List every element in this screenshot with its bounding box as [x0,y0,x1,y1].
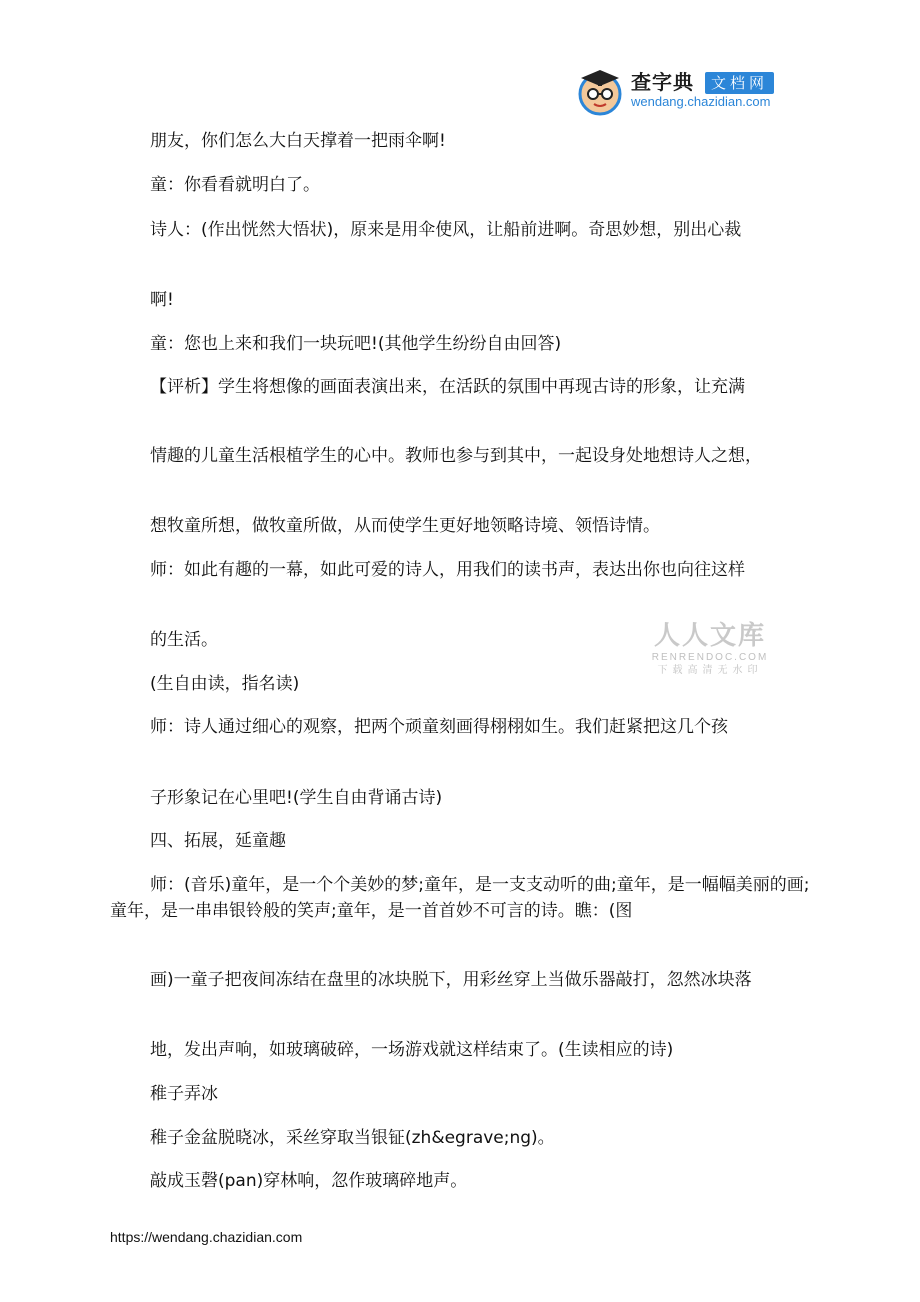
paragraph: 地，发出声响，如玻璃破碎，一场游戏就这样结束了。(生读相应的诗) [150,1040,674,1060]
site-logo[interactable] [575,66,807,114]
logo-url: wendang.chazidian.com [631,94,771,109]
poem-line: 稚子金盆脱晓冰，采丝穿取当银钲(zh&egrave;ng)。 [150,1128,555,1148]
paragraph: 童：您也上来和我们一块玩吧!(其他学生纷纷自由回答) [150,334,562,354]
section-heading: 四、拓展，延童趣 [150,831,286,851]
poem-title: 稚子弄冰 [150,1084,218,1104]
logo-tag: 文档网 [705,72,774,94]
paragraph: 想牧童所想，做牧童所做，从而使学生更好地领略诗境、领悟诗情。 [150,516,660,536]
paragraph: 情趣的儿童生活根植学生的心中。教师也参与到其中，一起设身处地想诗人之想， [150,446,762,466]
watermark-subtitle: RENRENDOC.COM [651,652,769,663]
watermark-note: 下载高清无水印 [657,665,763,676]
mascot-icon [575,66,625,116]
paragraph: 子形象记在心里吧!(学生自由背诵古诗) [150,788,443,808]
watermark-title: 人人文库 [653,621,766,651]
paragraph: 诗人：(作出恍然大悟状)，原来是用伞使风，让船前进啊。奇思妙想，别出心裁 [150,220,742,240]
paragraph: 童：你看看就明白了。 [150,175,320,195]
paragraph: 朋友，你们怎么大白天撑着一把雨伞啊! [150,131,446,151]
paragraph: 【评析】学生将想像的画面表演出来，在活跃的氛围中再现古诗的形象，让充满 [150,377,745,397]
paragraph: 师：如此有趣的一幕，如此可爱的诗人，用我们的读书声，表达出你也向往这样 [150,560,745,580]
paragraph: 的生活。 [150,630,218,650]
paragraph: 啊! [150,290,174,310]
paragraph: 师：(音乐)童年，是一个个美妙的梦;童年，是一支支动听的曲;童年，是一幅幅美丽的画;童年，是一串串银铃般的笑声;童年，是一首首妙不可言的诗。瞧：(图 [110,875,810,921]
paragraph: 画)一童子把夜间冻结在盘里的冰块脱下，用彩丝穿上当做乐器敲打，忽然冰块落 [150,970,752,990]
watermark [645,620,775,678]
paragraph: (生自由读，指名读) [150,674,300,694]
logo-title: 查字典 [631,70,694,94]
poem-line: 敲成玉磬(pan)穿林响，忽作玻璃碎地声。 [150,1171,468,1191]
paragraph: 师：诗人通过细心的观察，把两个顽童刻画得栩栩如生。我们赶紧把这几个孩 [150,717,728,737]
footer-url[interactable]: https://wendang.chazidian.com [110,1229,303,1245]
